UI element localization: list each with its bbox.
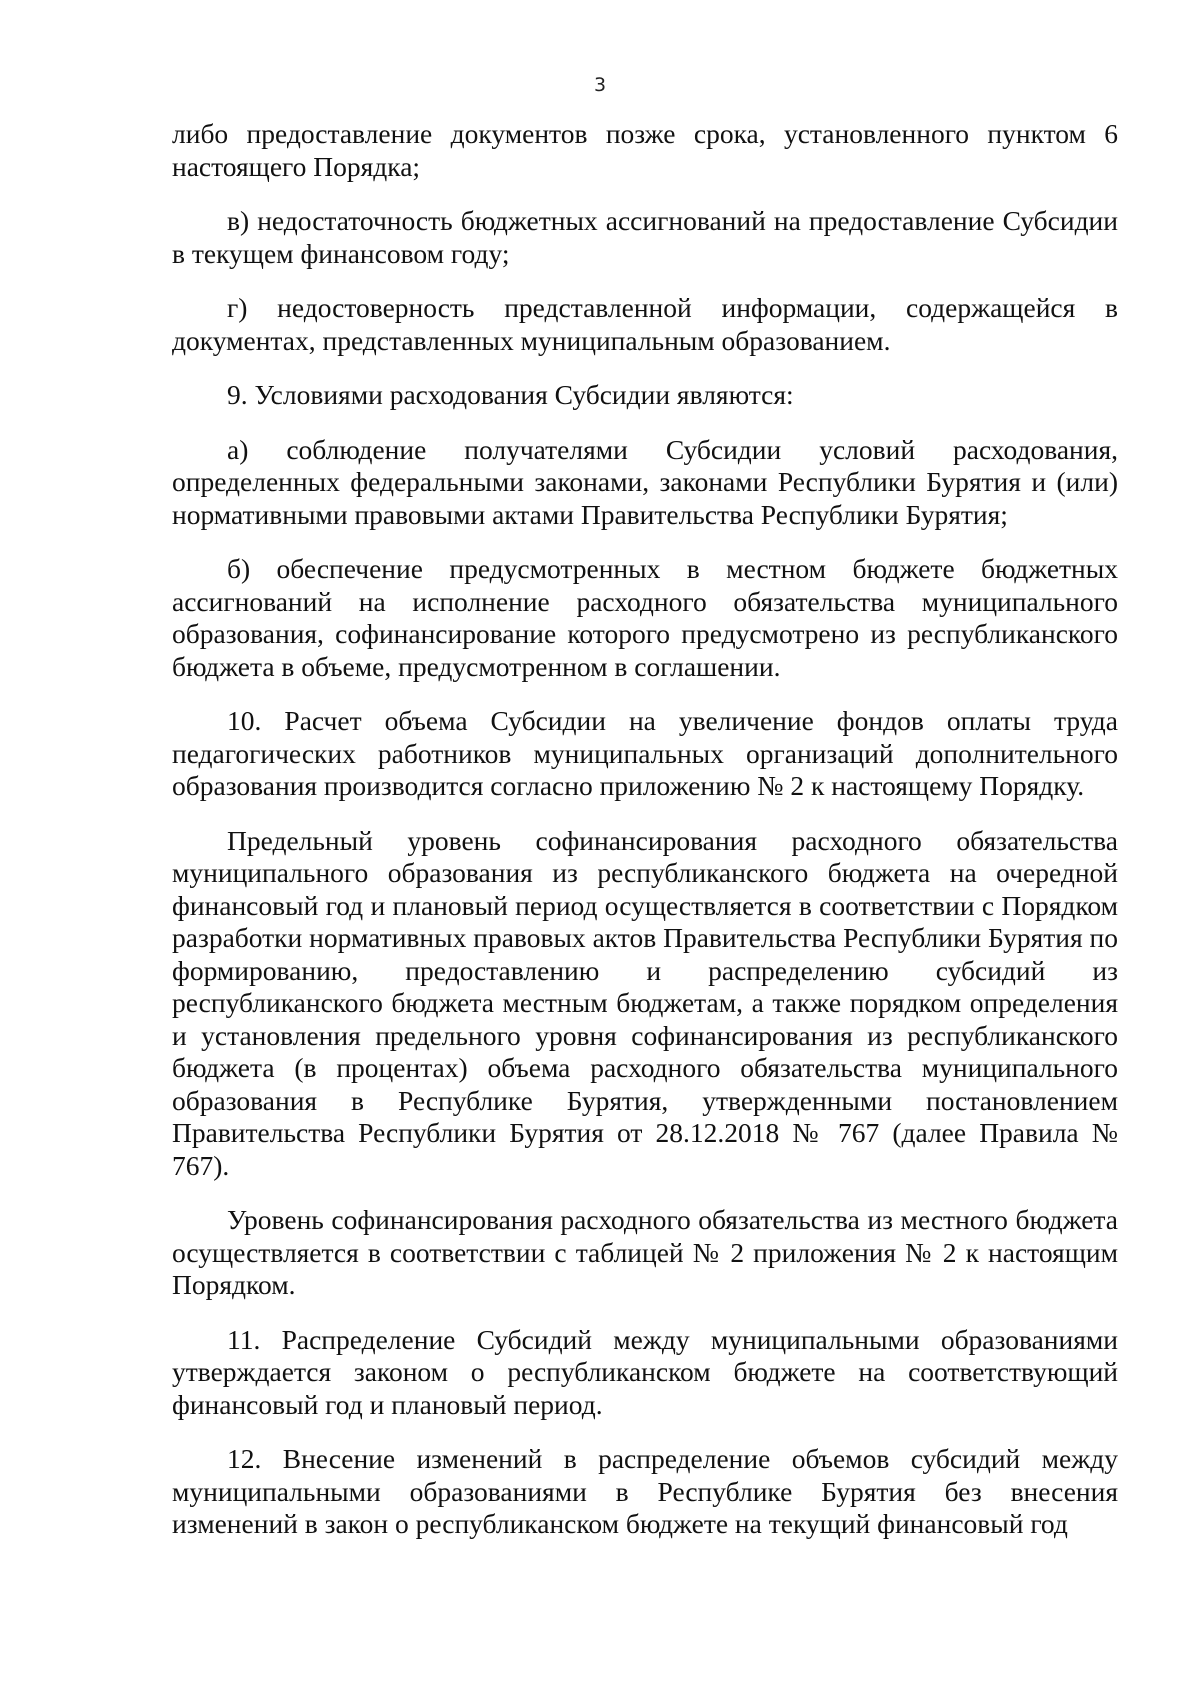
paragraph-continuation: либо предоставление документов позже срока, установленного пунктом 6 настоящего Порядка; xyxy=(172,118,1118,182)
paragraph-item-g: г) недостоверность представленной информации, содержащейся в документах, представленных муниципальным образованием. xyxy=(172,292,1118,356)
paragraph-item-b: б) обеспечение предусмотренных в местном бюджете бюджетных ассигнований на исполнение расходного обязательства муниципального образования, софинансирование которого предусмотрено из республиканского бюджета в объеме, предусмотренном в соглашении. xyxy=(172,553,1118,682)
document-body xyxy=(172,118,1118,1541)
page-number: 3 xyxy=(593,74,607,96)
paragraph-section-11: 11. Распределение Субсидий между муниципальными образованиями утверждается законом о республиканском бюджете на соответствующий финансовый год и плановый период. xyxy=(172,1323,1118,1420)
paragraph-section-10: 10. Расчет объема Субсидии на увеличение фондов оплаты труда педагогических работников муниципальных организаций дополнительного образования производится согласно приложению № 2 к настоящему Порядку. xyxy=(172,705,1118,801)
paragraph-item-v: в) недостаточность бюджетных ассигнований на предоставление Субсидии в текущем финансовом году; xyxy=(172,205,1118,269)
paragraph-section-9: 9. Условиями расходования Субсидии являются: xyxy=(227,379,794,410)
paragraph-item-a: а) соблюдение получателями Субсидии условий расходования, определенных федеральными законами, законами Республики Бурятия и (или) нормативными правовыми актами Правительства Республики Бурятия; xyxy=(172,433,1118,530)
paragraph-cofinancing-level: Уровень софинансирования расходного обязательства из местного бюджета осуществляется в соответствии с таблицей № 2 приложения № 2 к настоящим Порядком. xyxy=(172,1204,1118,1300)
paragraph-cofinancing-limit: Предельный уровень софинансирования расходного обязательства муниципального образования из республиканского бюджета на очередной финансовый год и плановый период осуществляется в соответствии с Порядком разработки нормативных правовых актов Правительства Республики Бурятия по формированию, предоставлению и распределению субсидий из республиканского бюджета местным бюджетам, а также порядком определения и установления предельного уровня софинансирования из республиканского бюджета (в процентах) объема расходного обязательства муниципального образования в Республике Бурятия, утвержденными постановлением Правительства Республики Бурятия от 28.12.2018 № 767 (далее Правила № 767). xyxy=(172,824,1118,1181)
paragraph-section-12: 12. Внесение изменений в распределение объемов субсидий между муниципальными образованиями в Республике Бурятия без внесения изменений в закон о республиканском бюджете на текущий финансовый год xyxy=(172,1443,1118,1539)
